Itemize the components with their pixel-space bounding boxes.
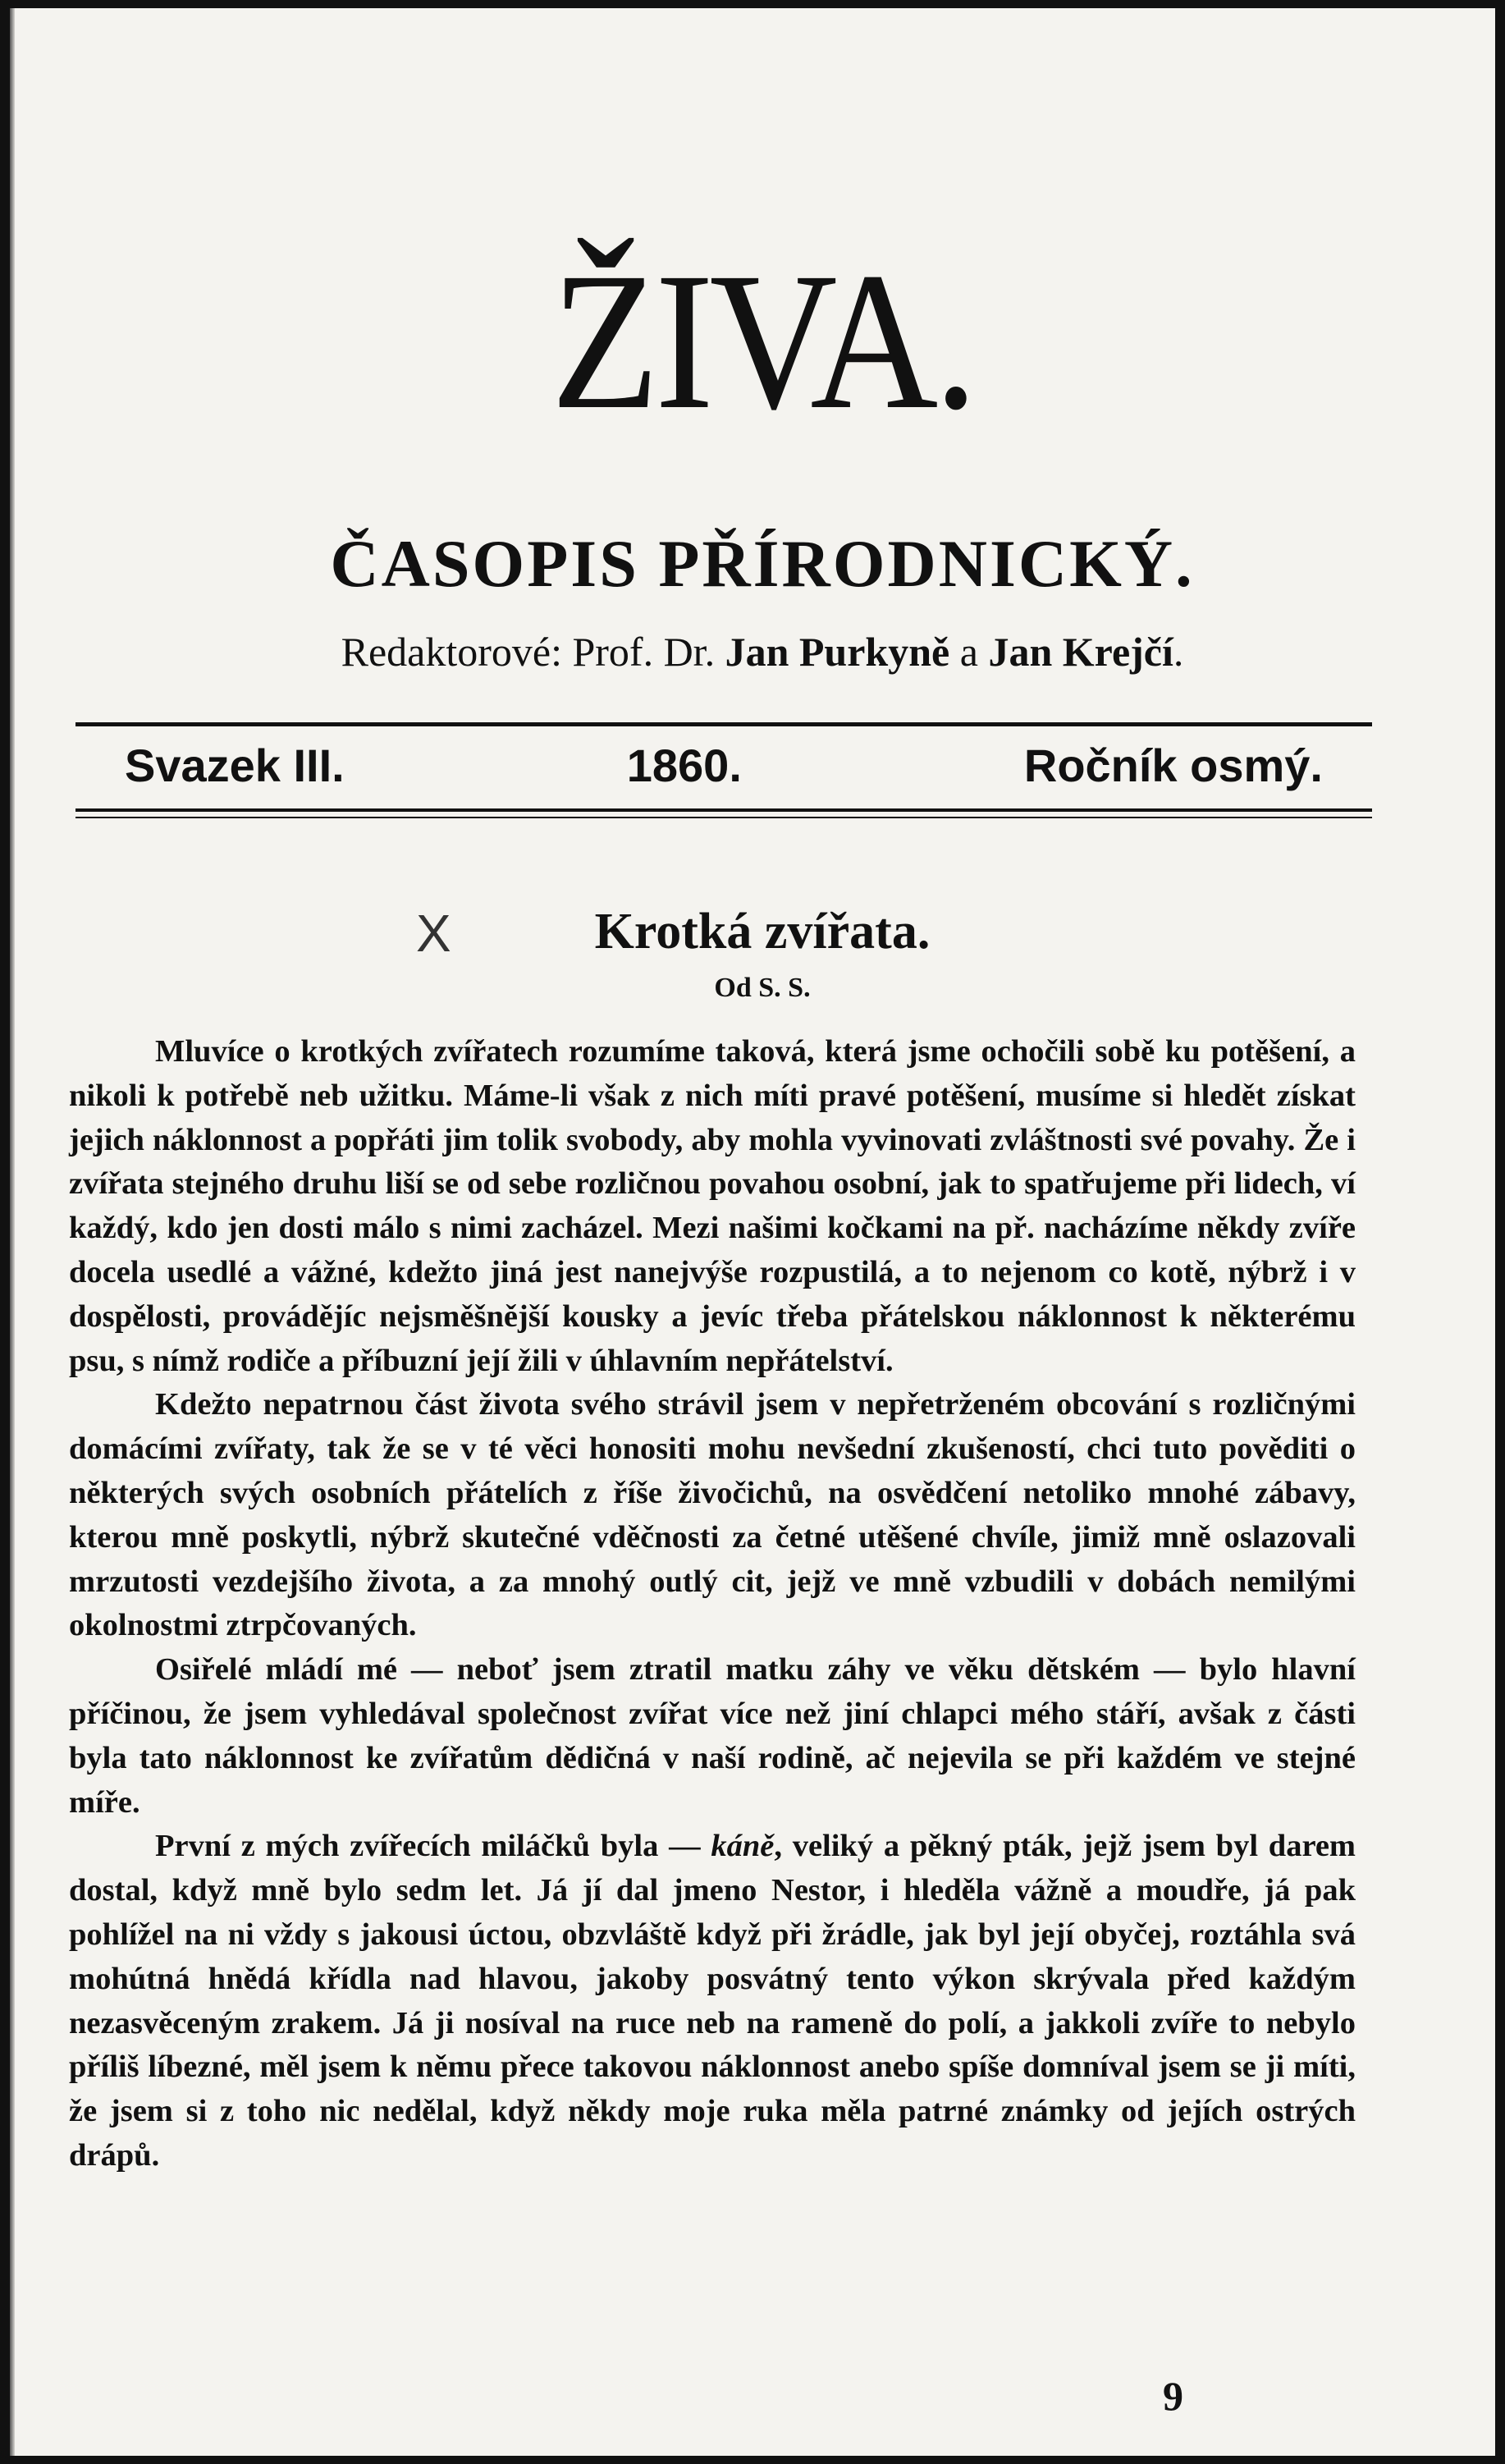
page-number: 9 — [1163, 2373, 1183, 2419]
article-byline: Od S. S. — [714, 973, 811, 1003]
scanned-page — [10, 8, 1495, 2456]
journal-masthead: ŽIVA. — [551, 231, 974, 450]
annual-label: Ročník osmý. — [1023, 740, 1323, 791]
paragraph-3: Osiřelé mládí mé — neboť jsem ztratil matku záhy ve věku dětském — bylo hlavní příčinou, že jsem vyhledával společnost zvířat více než jiní chlapci mého stáří, avšak z části byla tato náklonnost ke zvířatům dědičná v naší rodině, ač nejevila se při každém ve stejné míře. — [69, 1652, 1356, 1820]
page-binding-edge — [10, 8, 15, 2456]
editors-prefix: Redaktorové: Prof. Dr. — [341, 629, 725, 675]
paragraph-4 — [69, 1825, 1356, 2178]
header-rule-bottom — [75, 808, 1372, 812]
editors-suffix: . — [1173, 629, 1184, 675]
header-rule-bottom-thin — [75, 817, 1372, 818]
paragraph-4-start: První z mých zvířecích miláčků byla — — [155, 1829, 711, 1864]
header-rule-top — [75, 722, 1372, 726]
volume-row — [125, 739, 1323, 792]
editors-and: a — [949, 629, 989, 675]
year-label: 1860. — [626, 740, 742, 791]
paragraph-4-rest: , veliký a pěkný pták, jejž jsem byl darem dostal, když mně bylo sedm let. Já jí dal jmeno Nestor, i hleděla vážně a moudře, já pak pohlížel na ni vždy s jakousi úctou, obzvláště když při žrádle, jak byl její obyčej, roztáhla svá mohútná hnědá křídla nad hlavou, jakoby posvátný tento výkon skrývala před každým nezasvěceným zrakem. Já ji nosíval na ruce neb na rameně do polí, a jakkoli zvíře to nebylo příliš líbezné, měl jsem k němu přece takovou náklonnost anebo spíše domníval jsem se ji míti, že jsem si z toho nic nedělal, když někdy moje ruka měla patrné známky od jejích ostrých drápů. — [69, 1829, 1356, 2173]
journal-subtitle: ČASOPIS PŘÍRODNICKÝ. — [330, 526, 1195, 601]
paragraph-2: Kdežto nepatrnou část života svého strávil jsem v nepřetrženém obcování s rozličnými domácími zvířaty, tak že se v té věci honositi mohu nevšední zkušeností, chci tuto pověditi o některých svých osobních přátelích z říše živočichů, na osvědčení netoliko mnohé zábavy, kterou mně poskytli, nýbrž skutečné vděčnosti za četné utěšené chvíle, jimiž mně oslazovali mrzutosti vezdejšího života, a za mnohý outlý cit, jejž ve mně vzbudili v dobách nemilými okolnostmi ztrpčovaných. — [69, 1387, 1356, 1643]
editor-purkyne: Jan Purkyně — [725, 629, 950, 675]
article-body — [69, 1030, 1356, 2178]
handwritten-mark: X — [416, 904, 451, 963]
article-title: Krotká zvířata. — [594, 904, 931, 959]
volume-label: Svazek III. — [125, 740, 345, 791]
paragraph-4-emphasis: káně — [711, 1829, 775, 1864]
editors-line — [10, 628, 1495, 676]
paragraph-1: Mluvíce o krotkých zvířatech rozumíme taková, která jsme ochočili sobě ku potěšení, a nikoli k potřebě neb užitku. Máme-li však z nich míti pravé potěšení, musíme si hledět získat jejich náklonnost a popřáti jim tolik svobody, aby mohla vyvinovati zvláštnosti své povahy. Že i zvířata stejného druhu liší se od sebe rozličnou povahou osobní, jak to spatřujeme při lidech, ví každý, kdo jen dosti málo s nimi zacházel. Mezi našimi kočkami na př. nacházíme někdy zvíře docela usedlé a vážné, kdežto jiná jest nanejvýše rozpustilá, a to nejenom co kotě, nýbrž i v dospělosti, provádějíc nejsměšnější kousky a jevíc třeba přátelskou náklonnost k některému psu, s nímž rodiče a příbuzní její žili v úhlavním nepřátelství. — [69, 1034, 1356, 1378]
editor-krejci: Jan Krejčí — [988, 629, 1173, 675]
